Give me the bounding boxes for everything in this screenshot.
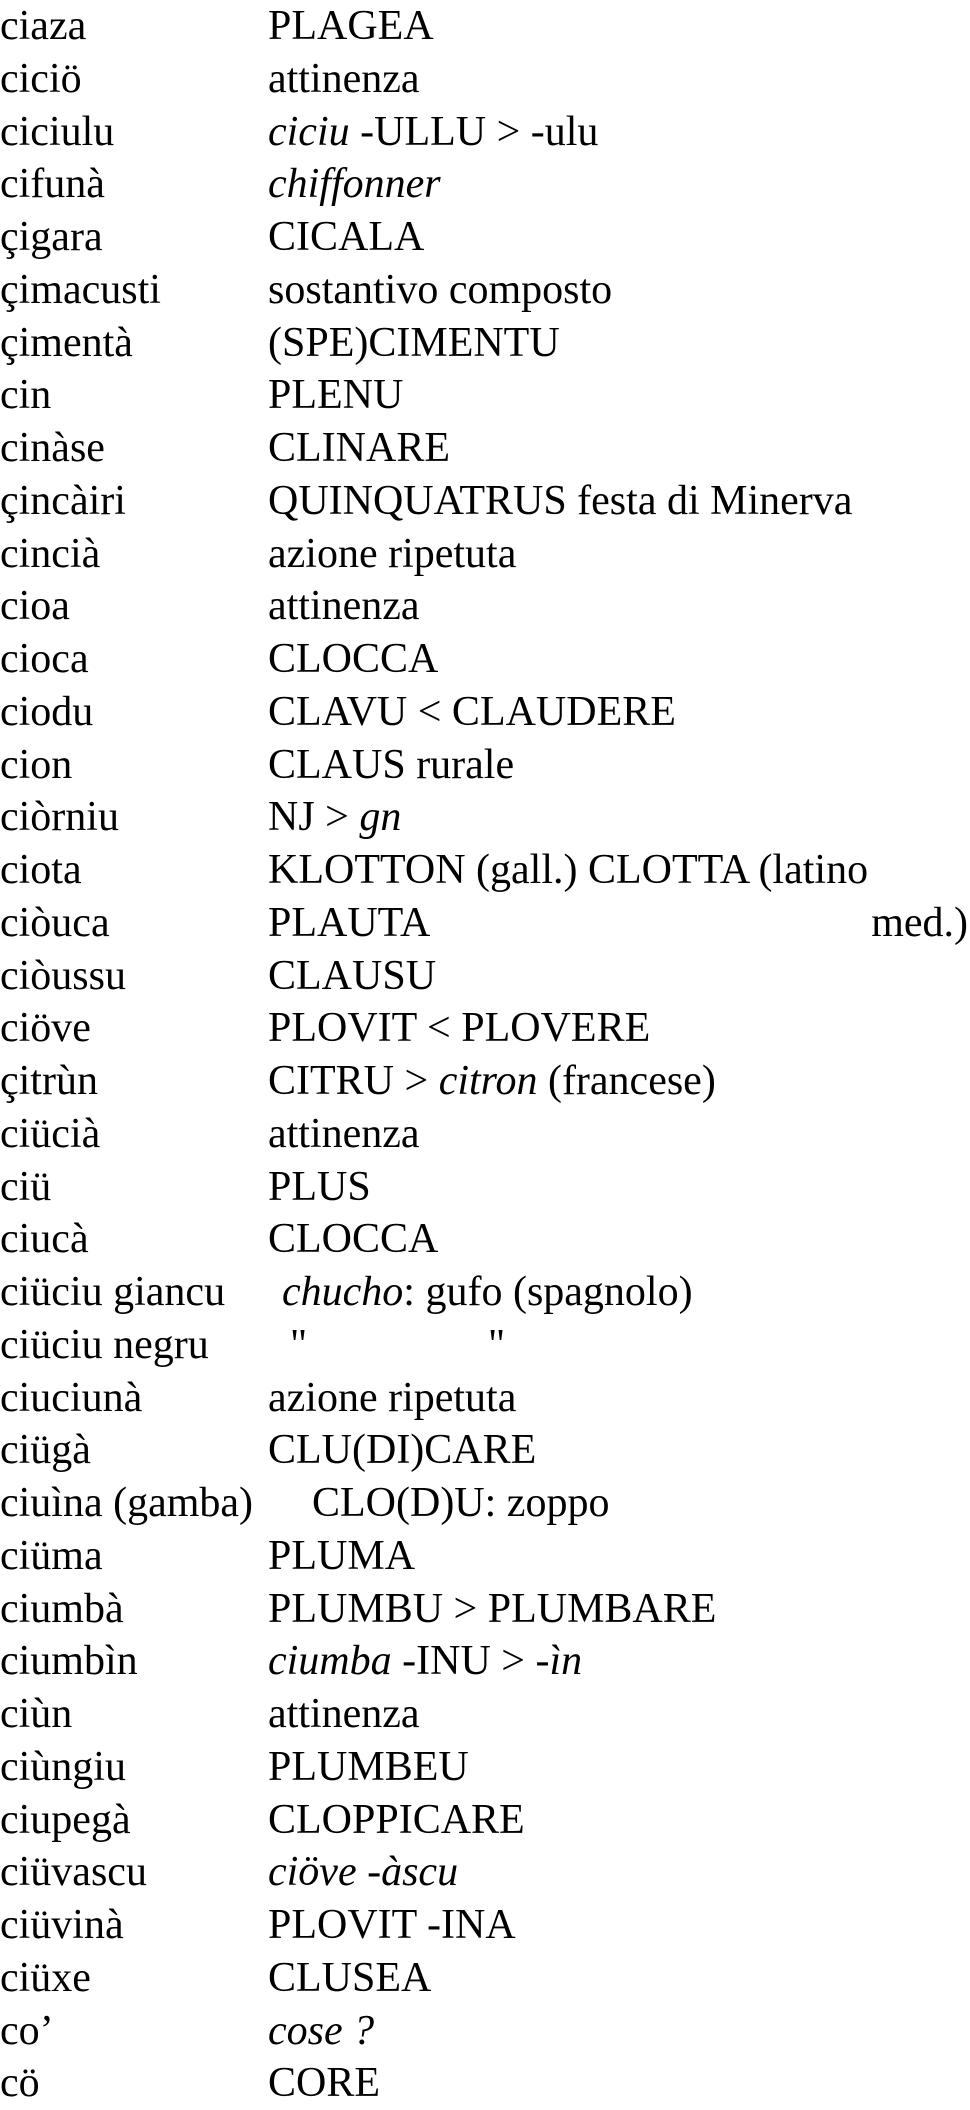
dictionary-entry: [0, 1424, 970, 1477]
etymology-text: -ULLU > -ulu: [349, 109, 599, 155]
etymology: attinenza: [268, 583, 420, 629]
dictionary-entry: [0, 264, 970, 317]
etymology: CLOCCA: [268, 1216, 439, 1262]
etymology: CLUSEA: [268, 1955, 432, 2001]
headword: ciciulu: [0, 109, 115, 155]
headword: ciü: [0, 1164, 52, 1210]
etymology-italic: chiffonner: [268, 161, 441, 207]
etymology-italic: cose ?: [268, 2008, 375, 2054]
etymology: attinenza: [268, 56, 420, 102]
etymology: [268, 791, 401, 844]
headword: ciügà: [0, 1427, 91, 1473]
etymology: (SPE)CIMENTU: [268, 320, 560, 366]
etymology: CLAUSU: [268, 953, 437, 999]
etymology: PLUS: [268, 1164, 371, 1210]
etymology: PLUMBU > PLUMBARE: [268, 1586, 717, 1632]
dictionary-entry: [0, 1055, 970, 1108]
etymology: [282, 1266, 693, 1319]
headword: ciodu: [0, 689, 94, 735]
dictionary-entry: [0, 844, 970, 897]
headword: ciòussu: [0, 953, 126, 999]
etymology: QUINQUATRUS festa di Minerva: [268, 478, 853, 524]
dictionary-entry: [0, 1583, 970, 1636]
headword: cion: [0, 742, 73, 788]
headword: ciüciu negru: [0, 1322, 209, 1368]
dictionary-entry: [0, 1635, 970, 1688]
headword: ciüxe: [0, 1955, 91, 2001]
etymology-italic: citron: [438, 1058, 538, 1104]
dictionary-entry: [0, 0, 970, 53]
etymology-continuation: med.): [871, 900, 968, 946]
headword: cioca: [0, 636, 89, 682]
etymology: PLUMBEU: [268, 1744, 469, 1790]
headword: çimentà: [0, 320, 133, 366]
etymology: CLU(DI)CARE: [268, 1427, 537, 1473]
dictionary-entry: [0, 1530, 970, 1583]
etymology: KLOTTON (gall.) CLOTTA (latino: [268, 847, 869, 893]
etymology-text: -INU >: [391, 1638, 536, 1684]
dictionary-entry: [0, 1846, 970, 1899]
dictionary-entry: [0, 1688, 970, 1741]
headword: çimacusti: [0, 267, 161, 313]
dictionary-entry: [0, 2057, 970, 2110]
etymology: CLO(D)U: zoppo: [312, 1480, 610, 1526]
dictionary-entry: [0, 950, 970, 1003]
dictionary-entry: [0, 211, 970, 264]
etymology: PLOVIT < PLOVERE: [268, 1005, 651, 1051]
dictionary-entry: [0, 317, 970, 370]
dictionary-entry: [0, 1108, 970, 1161]
etymology: CORE: [268, 2060, 381, 2106]
dictionary-entry: [0, 1952, 970, 2005]
headword: ciücià: [0, 1111, 101, 1157]
etymology-text: : gufo (spagnolo): [403, 1269, 693, 1315]
etymology-italic: chucho: [282, 1269, 404, 1315]
headword: cioa: [0, 583, 70, 629]
dictionary-entry: [0, 422, 970, 475]
dictionary-entry: [0, 633, 970, 686]
dictionary-entry: [0, 739, 970, 792]
headword: ciüma: [0, 1533, 103, 1579]
headword: ciciö: [0, 56, 82, 102]
etymology: CLINARE: [268, 425, 450, 471]
etymology-text: (francese): [537, 1058, 716, 1104]
headword: ciuìna (gamba): [0, 1480, 254, 1526]
headword: cin: [0, 372, 52, 418]
etymology-text: NJ >: [268, 794, 360, 840]
etymology: CICALA: [268, 214, 425, 260]
etymology-italic: gn: [359, 794, 402, 840]
headword: ciöve: [0, 1005, 91, 1051]
headword: ciòrniu: [0, 794, 119, 840]
dictionary-entry: [0, 686, 970, 739]
dictionary-entry: [0, 1213, 970, 1266]
dictionary-entry: [0, 1741, 970, 1794]
dictionary-entry: [0, 2005, 970, 2058]
etymology-italic: ciciu: [268, 109, 350, 155]
etymology: attinenza: [268, 1111, 420, 1157]
headword: ciüvinà: [0, 1902, 124, 1948]
headword: çincàiri: [0, 478, 126, 524]
etymology-italic: ciumba: [268, 1638, 392, 1684]
headword: ciòuca: [0, 900, 110, 946]
ditto-mark: ": [488, 1322, 506, 1368]
dictionary-entry: [0, 791, 970, 844]
headword: ciùngiu: [0, 1744, 126, 1790]
headword: çitrùn: [0, 1058, 98, 1104]
etymology: PLUMA: [268, 1533, 416, 1579]
headword: ciaza: [0, 3, 87, 49]
headword: ciumbà: [0, 1586, 124, 1632]
headword: ciùn: [0, 1691, 73, 1737]
headword: co’: [0, 2008, 54, 2054]
dictionary-entry: [0, 158, 970, 211]
etymology-text: CITRU >: [268, 1058, 439, 1104]
etymology: CLOPPICARE: [268, 1797, 525, 1843]
ditto-mark: ": [290, 1322, 308, 1368]
headword: ciüvascu: [0, 1849, 147, 1895]
etymology-italic: ciöve -àscu: [268, 1849, 459, 1895]
dictionary-entry: [0, 1161, 970, 1214]
etymology: [268, 106, 598, 159]
headword: cinàse: [0, 425, 105, 471]
etymology: CLAVU < CLAUDERE: [268, 689, 676, 735]
etymology: [268, 1635, 582, 1688]
headword: ciota: [0, 847, 82, 893]
dictionary-entry: [0, 475, 970, 528]
etymology: [268, 1055, 716, 1108]
headword: cifunà: [0, 161, 105, 207]
dictionary-entry: [0, 1794, 970, 1847]
dictionary-entry: [0, 580, 970, 633]
headword: ciucà: [0, 1216, 89, 1262]
etymology: PLAUTA: [268, 900, 431, 946]
dictionary-entry: [0, 1319, 970, 1372]
etymology: [268, 2005, 374, 2058]
dictionary-entry: [0, 53, 970, 106]
dictionary-entry: [0, 106, 970, 159]
headword: ciumbìn: [0, 1638, 138, 1684]
headword: ciuciunà: [0, 1375, 143, 1421]
headword: ciupegà: [0, 1797, 131, 1843]
dictionary-entry: [0, 1899, 970, 1952]
headword: cö: [0, 2060, 40, 2106]
dictionary-entry: [0, 528, 970, 581]
etymology: PLOVIT -INA: [268, 1902, 516, 1948]
etymology: [268, 1846, 458, 1899]
etymology: CLAUS rurale: [268, 742, 515, 788]
dictionary-entry: [0, 1266, 970, 1319]
dictionary-entry: [0, 369, 970, 422]
etymology: azione ripetuta: [268, 1375, 517, 1421]
headword: ciüciu giancu: [0, 1269, 226, 1315]
etymology: [268, 158, 441, 211]
etymology: sostantivo composto: [268, 267, 613, 313]
dictionary-entry: [0, 1002, 970, 1055]
etymology-italic: -ìn: [535, 1638, 583, 1684]
etymology: PLAGEA: [268, 3, 434, 49]
headword: çigara: [0, 214, 103, 260]
dictionary-entry: [0, 1372, 970, 1425]
dictionary-entry: [0, 1477, 970, 1530]
headword: cincià: [0, 531, 101, 577]
dictionary-entry: [0, 897, 970, 950]
etymology: PLENU: [268, 372, 404, 418]
etymology: attinenza: [268, 1691, 420, 1737]
etymology: azione ripetuta: [268, 531, 517, 577]
etymology: CLOCCA: [268, 636, 439, 682]
